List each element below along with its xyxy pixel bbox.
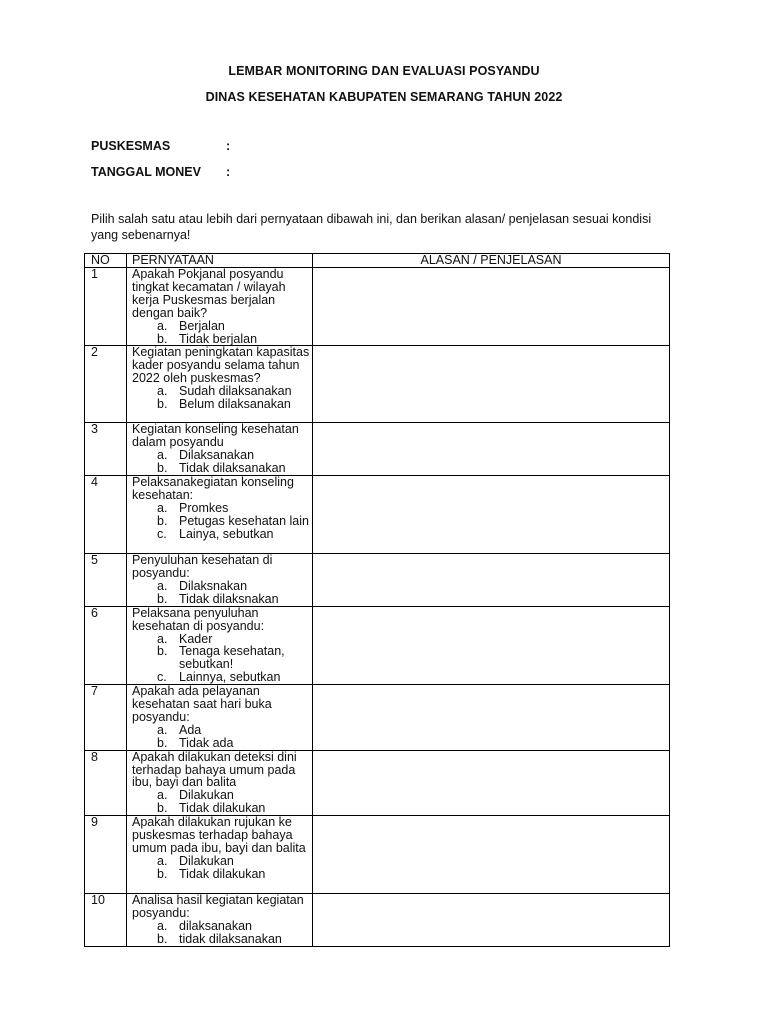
answer-cell[interactable]: [313, 268, 670, 346]
option-marker: a.: [157, 448, 168, 463]
option-text: Dilakukan: [179, 853, 234, 868]
instruction-text: Pilih salah satu atau lebih dari pernyataan dibawah ini, dan berikan alasan/ penjelasan sesuai kondisi yang sebenarnya!: [91, 212, 652, 242]
answer-cell[interactable]: [313, 423, 670, 476]
field-label: TANGGAL MONEV: [91, 165, 201, 179]
table-row: [85, 268, 670, 346]
option-text: Tidak dilakukan: [179, 866, 266, 881]
option-item: [132, 737, 312, 750]
field-label: PUSKESMAS: [91, 139, 171, 153]
option-text: Petugas kesehatan lain: [179, 513, 309, 528]
option-text: tidak dilaksanakan: [179, 931, 282, 946]
option-list: [132, 920, 312, 946]
option-text: Sudah dilaksanakan: [179, 384, 292, 399]
table-header-row: [85, 254, 670, 268]
table-body: [85, 268, 670, 947]
option-text: Tidak berjalan: [179, 331, 258, 346]
option-marker: b.: [157, 591, 168, 606]
question-text: Apakah dilakukan deteksi dini terhadap bahaya umum pada ibu, bayi dan balita: [132, 749, 297, 790]
row-number: 4: [85, 476, 127, 554]
table-row: [85, 423, 670, 476]
option-text: Kader: [179, 631, 213, 646]
option-list: [132, 502, 312, 541]
option-item: [132, 802, 312, 815]
option-list: [132, 320, 312, 346]
puskesmas-field: [91, 139, 231, 153]
header-alasan: ALASAN / PENJELASAN: [313, 254, 670, 268]
option-marker: a.: [157, 722, 168, 737]
option-marker: b.: [157, 331, 168, 346]
header-pernyataan: PERNYATAAN: [127, 254, 313, 268]
row-number: 6: [85, 606, 127, 684]
answer-cell[interactable]: [313, 816, 670, 894]
option-item: [132, 593, 312, 606]
row-number: 5: [85, 554, 127, 607]
option-list: [132, 385, 312, 411]
table-row: [85, 346, 670, 423]
option-marker: b.: [157, 397, 168, 412]
statement-cell: [127, 476, 313, 554]
option-text: Belum dilaksanakan: [179, 397, 291, 412]
option-marker: a.: [157, 500, 168, 515]
question-text: Penyuluhan kesehatan di posyandu:: [132, 553, 273, 580]
option-text: Lainnya, sebutkan: [179, 670, 281, 685]
option-text: Dilaksanakan: [179, 448, 255, 463]
answer-cell[interactable]: [313, 685, 670, 751]
row-number: 7: [85, 685, 127, 751]
row-number: 9: [85, 816, 127, 894]
tanggal-monev-field: [91, 165, 231, 179]
option-marker: a.: [157, 318, 168, 333]
header-no: NO: [85, 254, 127, 268]
option-marker: a.: [157, 853, 168, 868]
table-row: [85, 816, 670, 894]
question-text: Apakah Pokjanal posyandu tingkat kecamatan / wilayah kerja Puskesmas berjalan dengan baik?: [132, 267, 286, 320]
option-marker: c.: [157, 670, 167, 685]
statement-cell: [127, 894, 313, 947]
option-marker: a.: [157, 578, 168, 593]
option-marker: b.: [157, 801, 168, 816]
option-list: [132, 633, 312, 685]
option-list: [132, 449, 312, 475]
option-item: [132, 933, 312, 946]
option-marker: a.: [157, 919, 168, 933]
option-item: [132, 671, 312, 684]
statement-cell: [127, 346, 313, 423]
option-text: Promkes: [179, 500, 229, 515]
table-row: [85, 685, 670, 751]
field-colon: :: [226, 139, 231, 153]
statement-cell: [127, 750, 313, 816]
row-number: 2: [85, 346, 127, 423]
statement-cell: [127, 423, 313, 476]
option-list: [132, 580, 312, 606]
option-list: [132, 724, 312, 750]
option-item: [132, 868, 312, 881]
answer-cell[interactable]: [313, 750, 670, 816]
option-text: Berjalan: [179, 318, 225, 333]
statement-cell: [127, 685, 313, 751]
option-item: [132, 462, 312, 475]
option-marker: b.: [157, 644, 168, 659]
row-number: 1: [85, 268, 127, 346]
statement-cell: [127, 606, 313, 684]
question-text: Analisa hasil kegiatan kegiatan posyandu:: [132, 893, 304, 921]
option-marker: b.: [157, 513, 168, 528]
row-number: 3: [85, 423, 127, 476]
option-marker: b.: [157, 735, 168, 750]
table-row: [85, 476, 670, 554]
table-row: [85, 606, 670, 684]
question-text: Kegiatan konseling kesehatan dalam posyandu: [132, 422, 299, 450]
option-marker: a.: [157, 631, 168, 646]
option-marker: b.: [157, 461, 168, 476]
option-text: Tidak dilaksanakan: [179, 461, 286, 476]
option-text: Tidak dilakukan: [179, 801, 266, 816]
option-item: [132, 333, 312, 346]
option-text: Tenaga kesehatan, sebutkan!: [179, 644, 285, 672]
option-text: Ada: [179, 722, 202, 737]
monitoring-table: [84, 253, 670, 947]
row-number: 8: [85, 750, 127, 816]
answer-cell[interactable]: [313, 476, 670, 554]
option-marker: c.: [157, 526, 167, 541]
statement-cell: [127, 816, 313, 894]
option-text: Dilakukan: [179, 788, 234, 803]
option-text: Tidak ada: [179, 735, 234, 750]
answer-cell[interactable]: [313, 346, 670, 423]
document-title: LEMBAR MONITORING DAN EVALUASI POSYANDU: [228, 64, 540, 78]
option-marker: a.: [157, 788, 168, 803]
option-text: Lainya, sebutkan: [179, 526, 274, 541]
option-list: [132, 789, 312, 815]
option-marker: a.: [157, 384, 168, 399]
question-text: Pelaksanakegiatan konseling kesehatan:: [132, 475, 294, 502]
question-text: Apakah dilakukan rujukan ke puskesmas terhadap bahaya umum pada ibu, bayi dan balita: [132, 815, 306, 855]
statement-cell: [127, 268, 313, 346]
table-row: [85, 554, 670, 607]
option-item: [132, 528, 312, 541]
question-text: Kegiatan peningkatan kapasitas kader posyandu selama tahun 2022 oleh puskesmas?: [132, 345, 310, 386]
option-item: [132, 398, 312, 411]
option-marker: b.: [157, 931, 168, 946]
answer-cell[interactable]: [313, 554, 670, 607]
option-item: [132, 645, 312, 671]
statement-cell: [127, 554, 313, 607]
table-row: [85, 894, 670, 947]
option-text: dilaksanakan: [179, 919, 252, 933]
answer-cell[interactable]: [313, 894, 670, 947]
question-text: Pelaksana penyuluhan kesehatan di posyandu:: [132, 605, 265, 633]
field-colon: :: [226, 165, 231, 179]
table-row: [85, 750, 670, 816]
row-number: 10: [85, 894, 127, 947]
option-text: Tidak dilaksnakan: [179, 591, 279, 606]
option-marker: b.: [157, 866, 168, 881]
document-subtitle: DINAS KESEHATAN KABUPATEN SEMARANG TAHUN 2022: [205, 90, 563, 104]
option-text: Dilaksnakan: [179, 578, 248, 593]
question-text: Apakah ada pelayanan kesehatan saat hari buka posyandu:: [132, 684, 272, 724]
answer-cell[interactable]: [313, 606, 670, 684]
option-list: [132, 855, 312, 881]
